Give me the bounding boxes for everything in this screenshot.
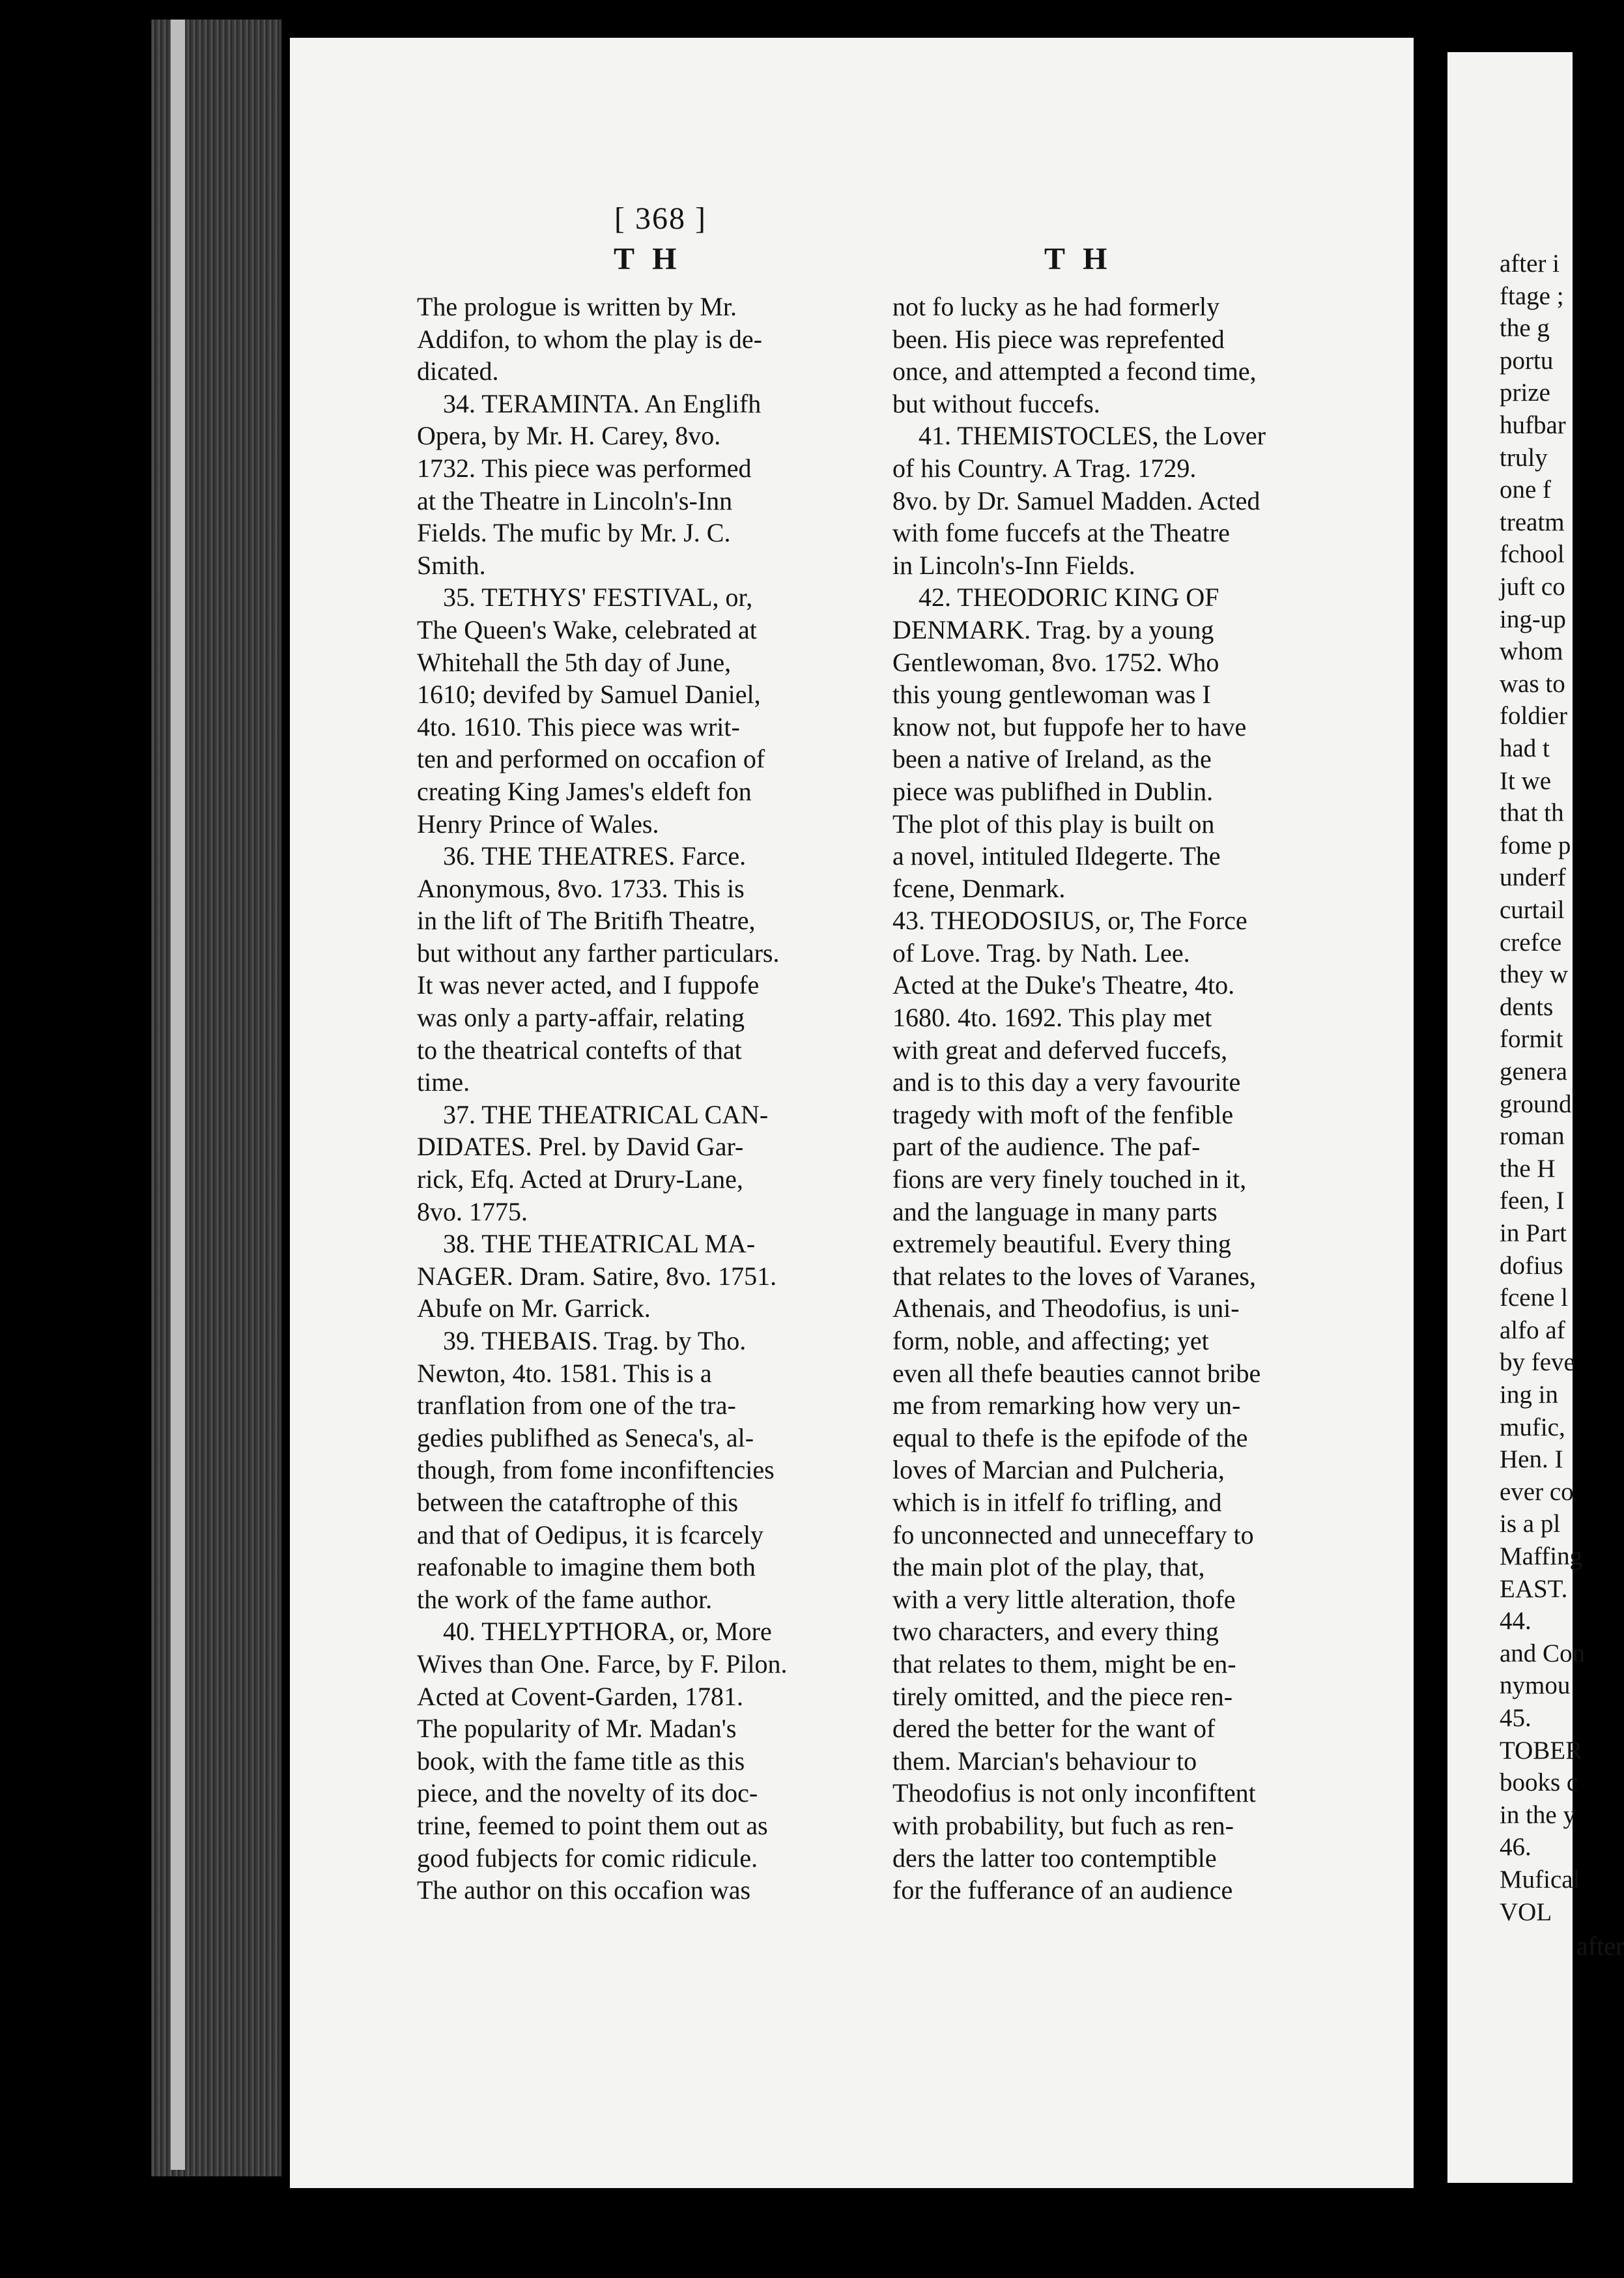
facing-page-line: fchool bbox=[1500, 540, 1565, 569]
facing-page-line: underf bbox=[1500, 863, 1566, 892]
facing-page-line: EAST. bbox=[1500, 1574, 1568, 1603]
facing-page-line: whom bbox=[1500, 637, 1563, 666]
facing-page-line: ing in bbox=[1500, 1381, 1558, 1409]
facing-page-line: ftage ; bbox=[1500, 281, 1564, 310]
facing-page-line: foldier bbox=[1500, 702, 1567, 730]
entry-paragraph: 34. TERAMINTA. An Englifh Opera, by Mr. H. Carey, 8vo. 1732. This piece was performed at the Theatre in Lincoln's-Inn Fields. The mufic by Mr. J. C. Smith. bbox=[417, 388, 762, 580]
facing-page-line: ground bbox=[1500, 1089, 1572, 1118]
facing-page-line: in the y bbox=[1500, 1800, 1576, 1829]
facing-page-line: feen, I bbox=[1500, 1187, 1565, 1215]
entry-paragraph: 35. TETHYS' FESTIVAL, or, The Queen's Wake, celebrated at Whitehall the 5th day of June, 1610; devifed by Samuel Daniel, 4to. 1610. This piece was writ- ten and performed on occafion of creating King James's eldeft fon Henry Prince of Wales. bbox=[417, 583, 765, 839]
facing-page-line: in Part bbox=[1500, 1219, 1567, 1247]
facing-page-line: 46. bbox=[1500, 1833, 1531, 1862]
facing-page-line: curtail bbox=[1500, 896, 1565, 924]
facing-page-line: the g bbox=[1500, 314, 1550, 343]
facing-page-line: TOBER bbox=[1500, 1736, 1583, 1765]
entry-paragraph: The prologue is written by Mr. Addifon, to whom the play is de- dicated. bbox=[417, 292, 762, 386]
facing-page-line: was to bbox=[1500, 669, 1565, 698]
facing-page-line: that th bbox=[1500, 799, 1564, 828]
facing-page-line: prize bbox=[1500, 379, 1550, 407]
right-column bbox=[892, 291, 1352, 1907]
facing-page-line: 45. bbox=[1500, 1704, 1531, 1732]
facing-page-line: treatm bbox=[1500, 508, 1565, 536]
entry-paragraph: 36. THE THEATRES. Farce. Anonymous, 8vo. 1733. This is in the lift of The Britifh Theatre, but without any farther particulars. It was never acted, and I fuppofe was only a party-affair, relating to the theatrical contefts of that time. bbox=[417, 841, 780, 1097]
facing-page-line: nymou bbox=[1500, 1671, 1571, 1700]
facing-page-line: Maffing bbox=[1500, 1542, 1583, 1570]
entry-paragraph: 41. THEMISTOCLES, the Lover of his Country. A Trag. 1729. 8vo. by Dr. Samuel Madden. Acted with fome fuccefs at the Theatre in Lincoln's-Inn Fields. bbox=[892, 421, 1266, 580]
entry-paragraph: 40. THELYPTHORA, or, More Wives than One. Farce, by F. Pilon. Acted at Covent-Garden, 1781. The popularity of Mr. Madan's book, with the fame title as this piece, and the novelty of its doc- trine, feemed to point them out as good fubjects for comic ridicule. The author on this occafion was bbox=[417, 1617, 788, 1905]
facing-page-line: the H bbox=[1500, 1154, 1556, 1183]
facing-page-line: is a pl bbox=[1500, 1510, 1561, 1538]
facing-page-line: one f bbox=[1500, 476, 1552, 504]
left-running-head: T H bbox=[614, 242, 682, 276]
facing-page-line: hufbar bbox=[1500, 411, 1566, 439]
facing-page-fragment bbox=[1447, 52, 1586, 2183]
facing-page-line: ing-up bbox=[1500, 605, 1566, 633]
facing-page-line: VOL bbox=[1500, 1897, 1552, 1926]
facing-page-line: by feve bbox=[1500, 1348, 1575, 1377]
left-column bbox=[417, 291, 876, 1907]
facing-page-line: juft co bbox=[1500, 573, 1565, 601]
facing-page-line: Hen. I bbox=[1500, 1445, 1563, 1474]
facing-page-line: mufic, bbox=[1500, 1413, 1565, 1441]
facing-page-line: crefce bbox=[1500, 928, 1562, 957]
facing-page-line: genera bbox=[1500, 1058, 1567, 1086]
catchword: after bbox=[1576, 1931, 1624, 1961]
facing-page-line: fcene l bbox=[1500, 1284, 1569, 1312]
facing-page-line: they w bbox=[1500, 960, 1569, 989]
facing-page-line: alfo af bbox=[1500, 1316, 1565, 1344]
entry-paragraph: 43. THEODOSIUS, or, The Force of Love. Trag. by Nath. Lee. Acted at the Duke's Theatre, 4to. 1680. 4to. 1692. This play met with great and deferved fuccefs, and is to this day a very favourite tragedy with moft of the fenfible part of the audience. The paf- fions are very finely touched in it, and the language in many parts extremely beautiful. Every thing that relates to the loves of Varanes, Athenais, and Theodofius, is uni- form, noble, and affecting; yet even all thefe beauties cannot bribe me from remarking how very un- equal to thefe is the epifode of the loves of Marcian and Pulcheria, which is in itfelf fo trifling, and fo unconnected and unneceffary to the main plot of the play, that, with a very little alteration, thofe two characters, and every thing that relates to them, might be en- tirely omitted, and the piece ren- dered the better for the want of them. Marcian's behaviour to Theodofius is not only inconfiftent with probability, but fuch as ren- ders the latter too contemptible for the fufferance of an audience bbox=[892, 906, 1261, 1905]
facing-page-line: truly bbox=[1500, 443, 1548, 472]
facing-page-line: and Con bbox=[1500, 1639, 1586, 1667]
page-number: [ 368 ] bbox=[614, 201, 707, 236]
facing-page-line: dofius bbox=[1500, 1251, 1563, 1280]
facing-page-line: 44. bbox=[1500, 1607, 1531, 1636]
facing-page-line: dents bbox=[1500, 992, 1554, 1021]
book-edge-highlight bbox=[171, 20, 185, 2170]
entry-paragraph: 39. THEBAIS. Trag. by Tho. Newton, 4to. 1581. This is a tranflation from one of the tra- gedies publifhed as Seneca's, al- though, from fome inconfiftencies between the cataftrophe of this and that of Oedipus, it is fcarcely reafonable to imagine them both the work of the fame author. bbox=[417, 1326, 775, 1614]
facing-page-line: formit bbox=[1500, 1025, 1563, 1054]
entry-paragraph: not fo lucky as he had formerly been. His piece was reprefented once, and attempted a fecond time, but without fuccefs. bbox=[892, 292, 1257, 418]
entry-paragraph: 38. THE THEATRICAL MA- NAGER. Dram. Satire, 8vo. 1751. Abufe on Mr. Garrick. bbox=[417, 1229, 777, 1323]
facing-page-line: after i bbox=[1500, 250, 1560, 278]
facing-page-line: ever co bbox=[1500, 1477, 1574, 1506]
facing-page-line: It we bbox=[1500, 766, 1552, 795]
facing-page-line: books c bbox=[1500, 1768, 1578, 1797]
right-running-head: T H bbox=[1044, 242, 1113, 276]
entry-paragraph: 37. THE THEATRICAL CAN- DIDATES. Prel. by David Gar- rick, Efq. Acted at Drury-Lane, 8vo. 1775. bbox=[417, 1099, 769, 1226]
facing-page-line: Mufical bbox=[1500, 1866, 1580, 1894]
facing-page-line: portu bbox=[1500, 346, 1554, 375]
entry-paragraph: 42. THEODORIC KING OF DENMARK. Trag. by a young Gentlewoman, 8vo. 1752. Who this young gentlewoman was I know not, but fuppofe her to have been a native of Ireland, as the piece was publifhed in Dublin. The plot of this play is built on a novel, intituled Ildegerte. The fcene, Denmark. bbox=[892, 583, 1247, 903]
facing-page-line: roman bbox=[1500, 1122, 1565, 1151]
facing-page-line: fome p bbox=[1500, 831, 1571, 859]
facing-page-line: had t bbox=[1500, 734, 1550, 762]
